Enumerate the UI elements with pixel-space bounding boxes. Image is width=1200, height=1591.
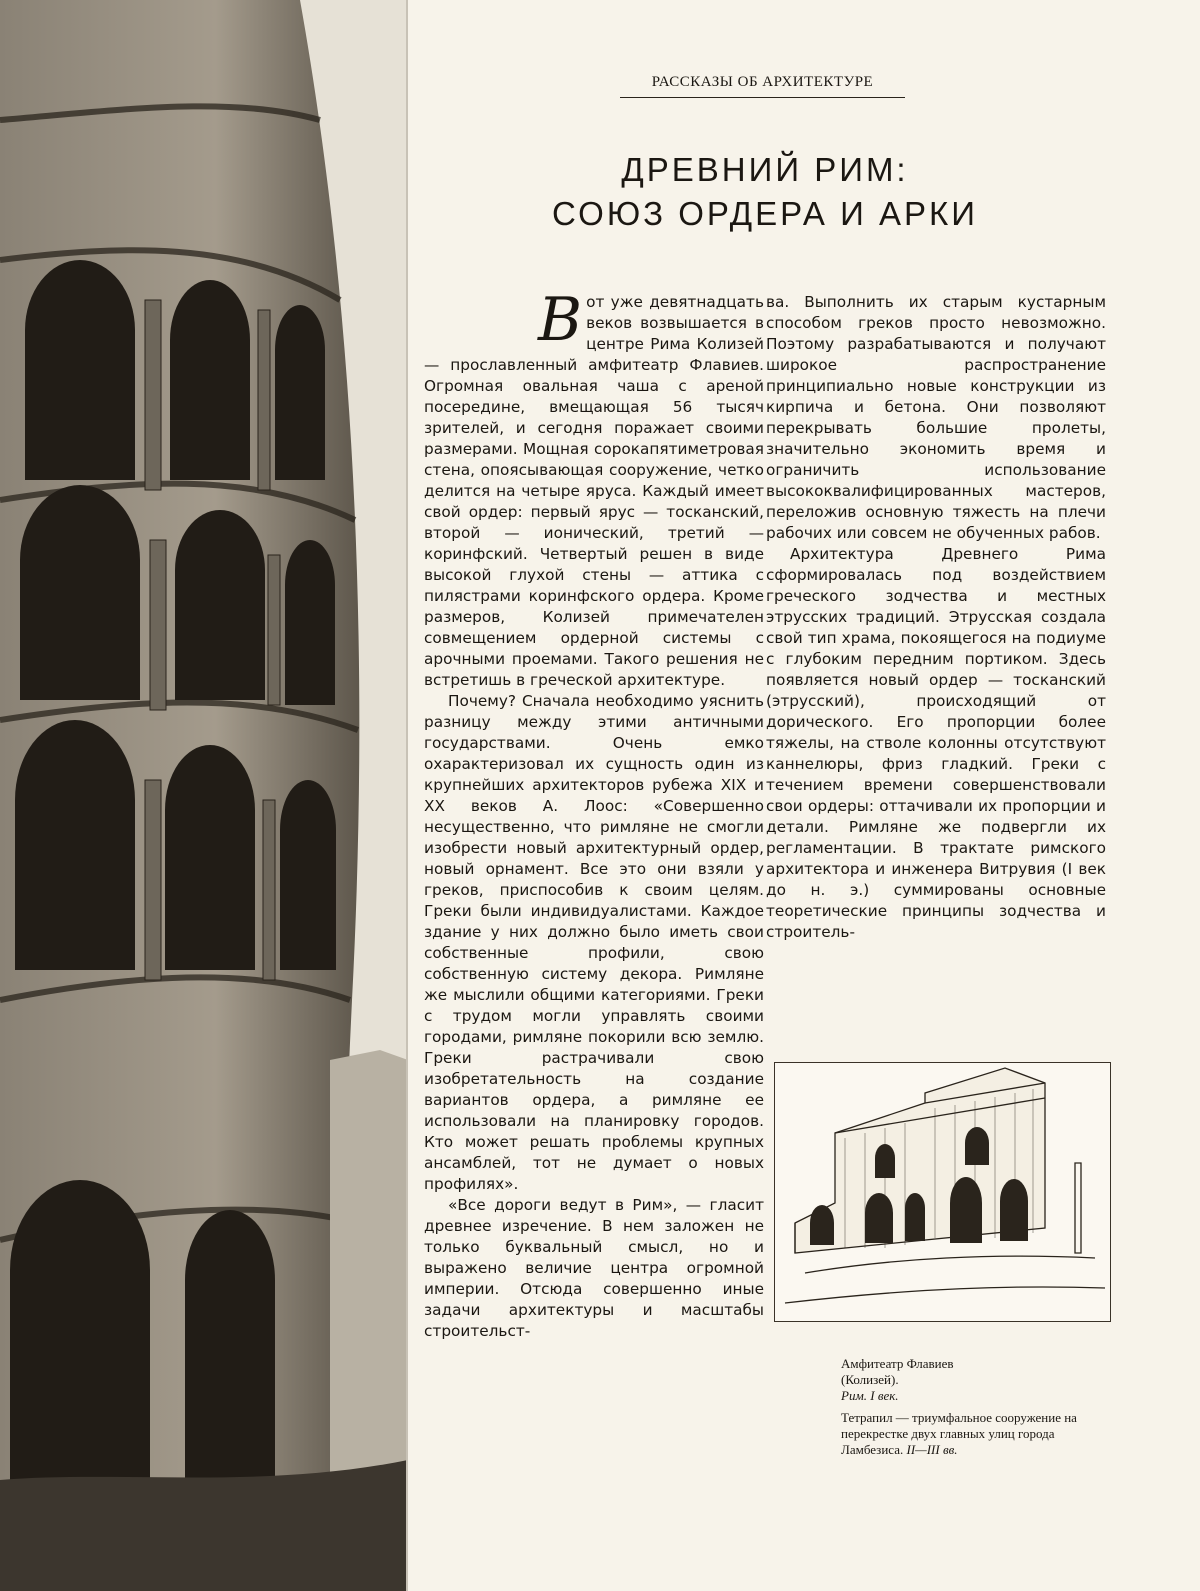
paragraph: ва. Выполнить их старым кустарным способом греков просто невозможно. Поэтому разрабатываются и получают широкое распространение принципиально новые конструкции из кирпича и бетона. Они позволяют перекрывать большие пролеты, значительно экономить время и ограничить использование высококвалифицированных мастеров, переложив основную тяжесть на плечи рабочих или совсем не обученных рабов. [766, 292, 1106, 544]
paragraph-text: от уже девятнадцать веков возвышается в центре Рима Колизей — прославленный амфитеатр Флавиев. Огромная овальная чаша с ареной посередине, вмещающая 56 тысяч зрителей, и сегодня поражает своими размерами. Мощная сорокапятиметровая стена, опоясывающая сооружение, четко делится на четыре яруса. Каждый имеет свой ордер: первый ярус — тосканский, второй — ионический, третий — коринфский. Четвертый решен в виде высокой глухой стены — аттика с пилястрами коринфского ордера. Кроме размеров, Колизей примечателен совмещением ордерной системы с арочными проемами. Такого решения не встретишь в греческой архитектуре. [424, 293, 764, 689]
caption-date: II—III вв. [906, 1442, 957, 1457]
photo-caption [841, 1356, 1101, 1404]
caption-subtitle: (Колизей). [841, 1372, 1101, 1388]
drop-cap: В [538, 292, 582, 346]
section-label: РАССКАЗЫ ОБ АРХИТЕКТУРЕ [620, 74, 905, 98]
caption-text [841, 1410, 1101, 1458]
paragraph: Почему? Сначала необходимо уяснить разницу между этими античными государствами. Очень емко охарактеризовал их сущность один из крупнейших архитекторов рубежа XIX и XX веков А. Лоос: «Совершенно несущественно, что римляне не смогли изобрести новый архитектурный ордер, новый орнамент. Все это они взяли у греков, приспособив к своим целям. Греки были индивидуалистами. Каждое здание у них должно было иметь свои собственные профили, свою собственную систему декора. Римляне же мыслили общими категориями. Греки с трудом могли управлять своими городами, римляне покорили всю землю. Греки растрачивали свою изобретательность на создание вариантов ордера, а римляне ее использовали на планировку городов. Кто может решать проблемы крупных ансамблей, тот не думает о новых профилях». [424, 691, 764, 1195]
article-column-right [766, 292, 1106, 1062]
colosseum-photo [0, 0, 408, 1591]
article-title [520, 148, 1010, 236]
illustration-caption [841, 1410, 1101, 1458]
title-line-2: СОЮЗ ОРДЕРА И АРКИ [520, 192, 1010, 236]
caption-title: Амфитеатр Флавиев [841, 1356, 1101, 1372]
paragraph [424, 292, 764, 691]
caption-place: Рим. I век. [841, 1388, 1101, 1404]
article-column-left [424, 292, 764, 1492]
paragraph: Архитектура Древнего Рима сформировалась под воздействием греческого зодчества и местных этрусских традиций. Этрусская создала свой тип храма, покоящегося на подиуме с глубоким передним портиком. Здесь появляется новый ордер — тосканский (этрусский), происходящий от дорического. Его пропорции более тяжелы, на стволе колонны отсутствуют каннелюры, фриз гладкий. Греки с течением времени совершенствовали свои ордеры: оттачивали их пропорции и детали. Римляне же подвергли их регламентации. В трактате римского архитектора и инженера Витрувия (I век до н. э.) суммированы основные теоретические принципы зодчества и строитель- [766, 544, 1106, 943]
caption-body: Тетрапил — триумфальное сооружение на перекрестке двух главных улиц города Ламбезиса. [841, 1410, 1077, 1457]
paragraph: «Все дороги ведут в Рим», — гласит древнее изречение. В нем заложен не только буквальный смысл, но и выражено величие центра огромной империи. Отсюда совершенно иные задачи архитектуры и масштабы строительст- [424, 1195, 764, 1342]
title-line-1: ДРЕВНИЙ РИМ: [520, 148, 1010, 192]
tetrapylon-illustration [774, 1062, 1111, 1322]
